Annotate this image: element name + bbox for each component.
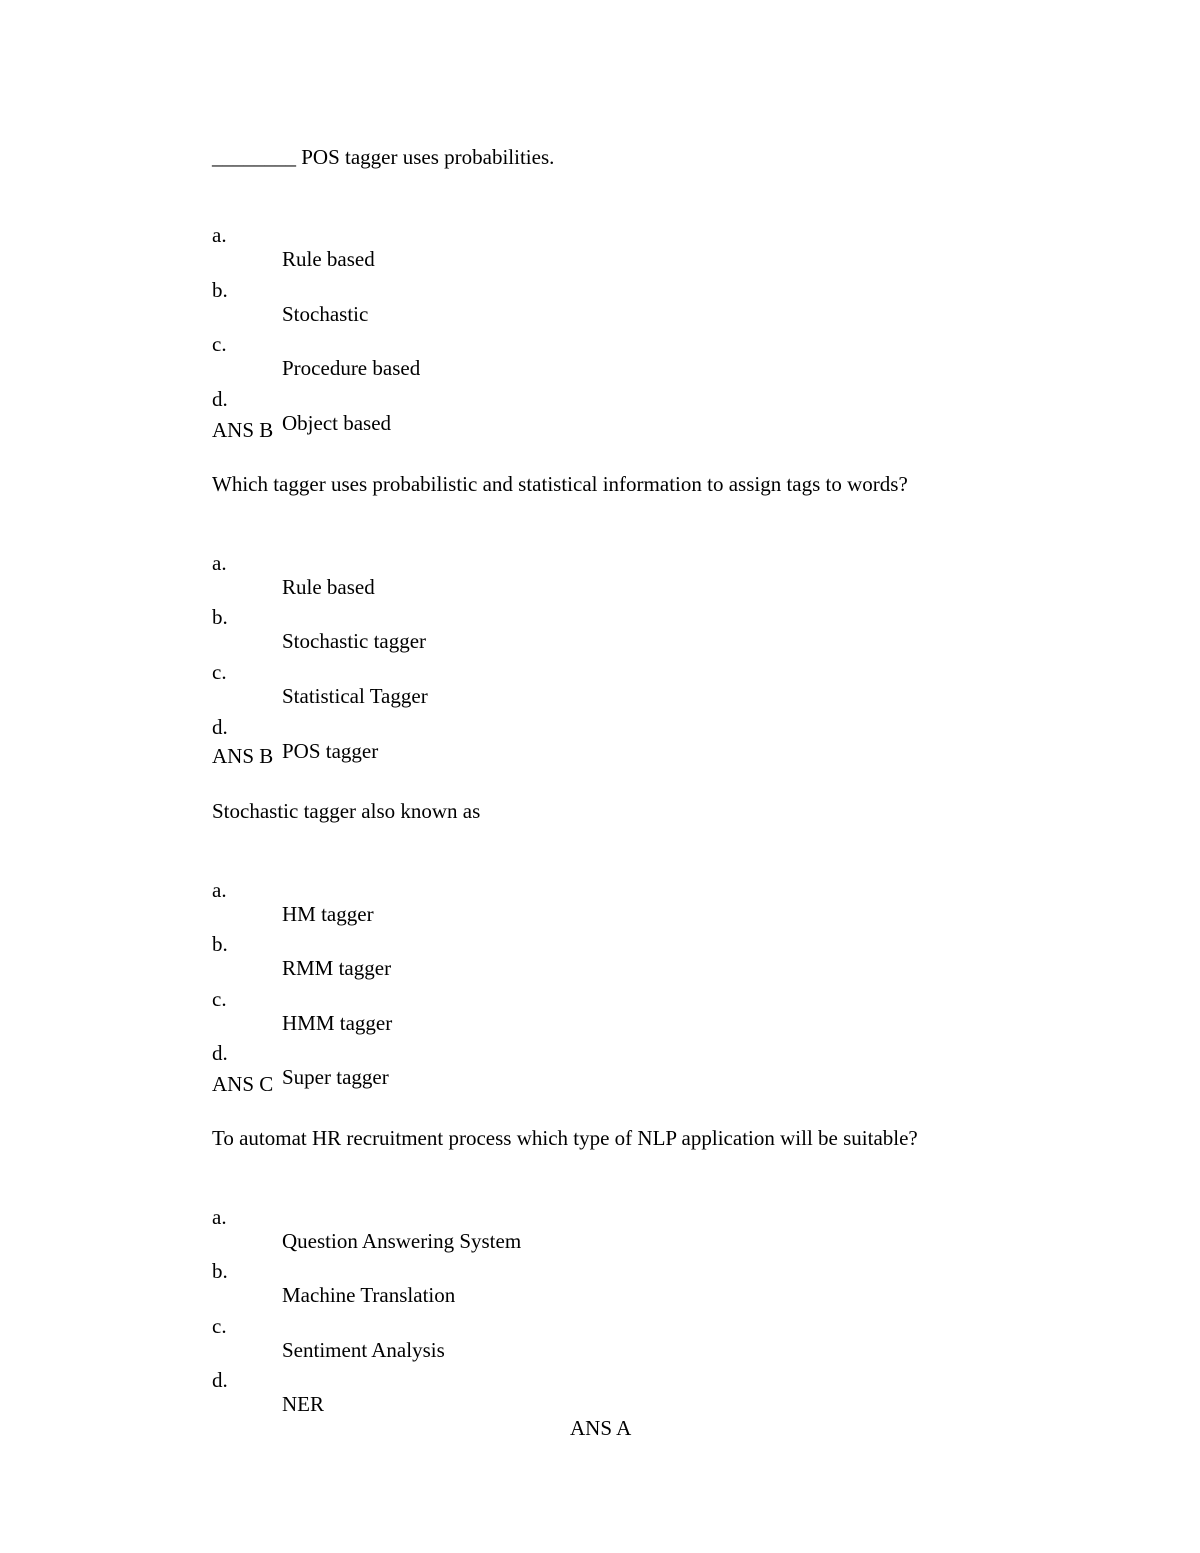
option-text: HMM tagger [282, 1011, 393, 1035]
option-text: Question Answering System [282, 1229, 522, 1253]
question-3-stem: Stochastic tagger also known as [212, 799, 481, 823]
option-letter: b. [212, 932, 228, 956]
question-3-answer: ANS C [212, 1072, 274, 1096]
option-text: Sentiment Analysis [282, 1338, 445, 1362]
question-4-answer: ANS A [570, 1416, 632, 1440]
question-2-stem: Which tagger uses probabilistic and statistical information to assign tags to words? [212, 472, 908, 496]
option-letter: d. [212, 715, 228, 739]
option-letter: c. [212, 987, 227, 1011]
option-text: Rule based [282, 247, 375, 271]
option-letter: b. [212, 1259, 228, 1283]
option-letter: c. [212, 660, 227, 684]
question-1-stem: ________ POS tagger uses probabilities. [212, 145, 555, 169]
question-2-answer: ANS B [212, 744, 274, 768]
option-text: Machine Translation [282, 1283, 456, 1307]
option-letter: c. [212, 332, 227, 356]
option-letter: b. [212, 605, 228, 629]
option-letter: a. [212, 1205, 227, 1229]
option-letter: d. [212, 1368, 228, 1392]
option-text: HM tagger [282, 902, 374, 926]
option-text: NER [282, 1392, 324, 1416]
option-text: Super tagger [282, 1065, 389, 1089]
question-1-answer: ANS B [212, 418, 274, 442]
question-4-stem: To automat HR recruitment process which type of NLP application will be suitable? [212, 1126, 918, 1150]
option-text: Procedure based [282, 356, 421, 380]
option-text: POS tagger [282, 739, 379, 763]
option-text: Object based [282, 411, 392, 435]
option-letter: d. [212, 387, 228, 411]
option-letter: d. [212, 1041, 228, 1065]
option-letter: a. [212, 551, 227, 575]
option-letter: a. [212, 223, 227, 247]
option-letter: a. [212, 878, 227, 902]
option-text: Rule based [282, 575, 375, 599]
option-text: RMM tagger [282, 956, 392, 980]
option-letter: c. [212, 1314, 227, 1338]
option-text: Statistical Tagger [282, 684, 428, 708]
option-text: Stochastic [282, 302, 369, 326]
option-letter: b. [212, 278, 228, 302]
option-text: Stochastic tagger [282, 629, 427, 653]
